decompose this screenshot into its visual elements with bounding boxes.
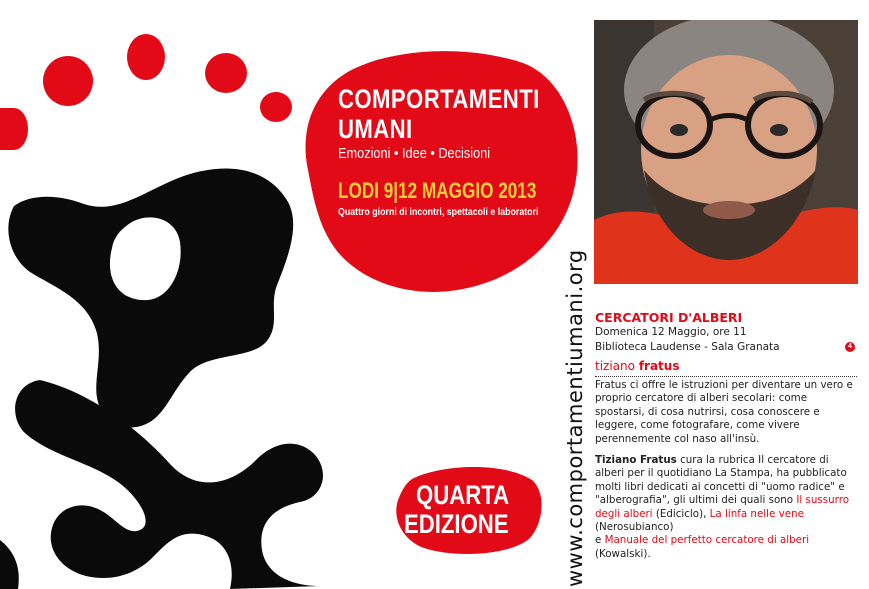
bio-and: e	[595, 534, 605, 547]
book-title-1: Il sussurro degli alberi	[595, 494, 850, 520]
festival-dates: LODI 9|12 MAGGIO 2013	[338, 178, 537, 203]
title-blob-background	[303, 45, 583, 295]
bio-text: cura la rubrica Il cercatore di alberi per il quotidiano La Stampa, ha pubblicato molti libri dedicati ai concetti di "uomo radice" e "alberografia", gli ultimi dei quali sono	[595, 454, 847, 507]
decorative-dot	[205, 53, 247, 93]
edition-line-1: QUARTA	[416, 480, 510, 510]
event-description: Fratus ci offre le istruzioni per diventare un vero e proprio cercatore di alberi secolari: come spostarsi, di cosa nutrirsi, cosa conoscere e leggere, come fotografare, come vivere perennemente col naso all'insù.	[595, 379, 853, 445]
event-venue: Biblioteca Laudense - Sala Granata	[595, 341, 780, 353]
divider	[595, 376, 857, 377]
speaker-photo	[594, 20, 858, 284]
event-title: CERCATORI D'ALBERI	[595, 310, 743, 325]
decorative-dot	[260, 92, 292, 122]
event-date-time: Domenica 12 Maggio, ore 11	[595, 326, 747, 338]
speaker-last-name: fratus	[638, 359, 680, 373]
publisher-2: (Nerosubianco)	[595, 521, 674, 534]
festival-tagline: Quattro giorni di incontri, spettacoli e laboratori	[338, 206, 539, 218]
title-line-2: UMANI	[338, 114, 413, 144]
book-title-2: La linfa nelle vene	[709, 507, 804, 520]
speaker-bio	[595, 454, 857, 561]
book-title-3: Manuale del perfetto cercatore di alberi	[604, 534, 810, 547]
edition-line-2: EDIZIONE	[404, 509, 509, 539]
decorative-dot	[127, 34, 165, 80]
subtitle: Emozioni • Idee • Decisioni	[338, 145, 491, 162]
publisher-1: (Ediciclo),	[652, 507, 710, 520]
publisher-3: (Kowalski).	[595, 547, 651, 560]
speaker-name	[595, 359, 679, 373]
speaker-first-name: tiziano	[595, 359, 635, 373]
bio-speaker-name: Tiziano Fratus	[595, 454, 677, 466]
decorative-dot	[43, 56, 93, 106]
title-line-1: COMPORTAMENTI	[338, 84, 540, 114]
event-number-badge: 4	[845, 342, 855, 352]
website-url[interactable]: www.comportamentiumani.org	[563, 249, 587, 587]
